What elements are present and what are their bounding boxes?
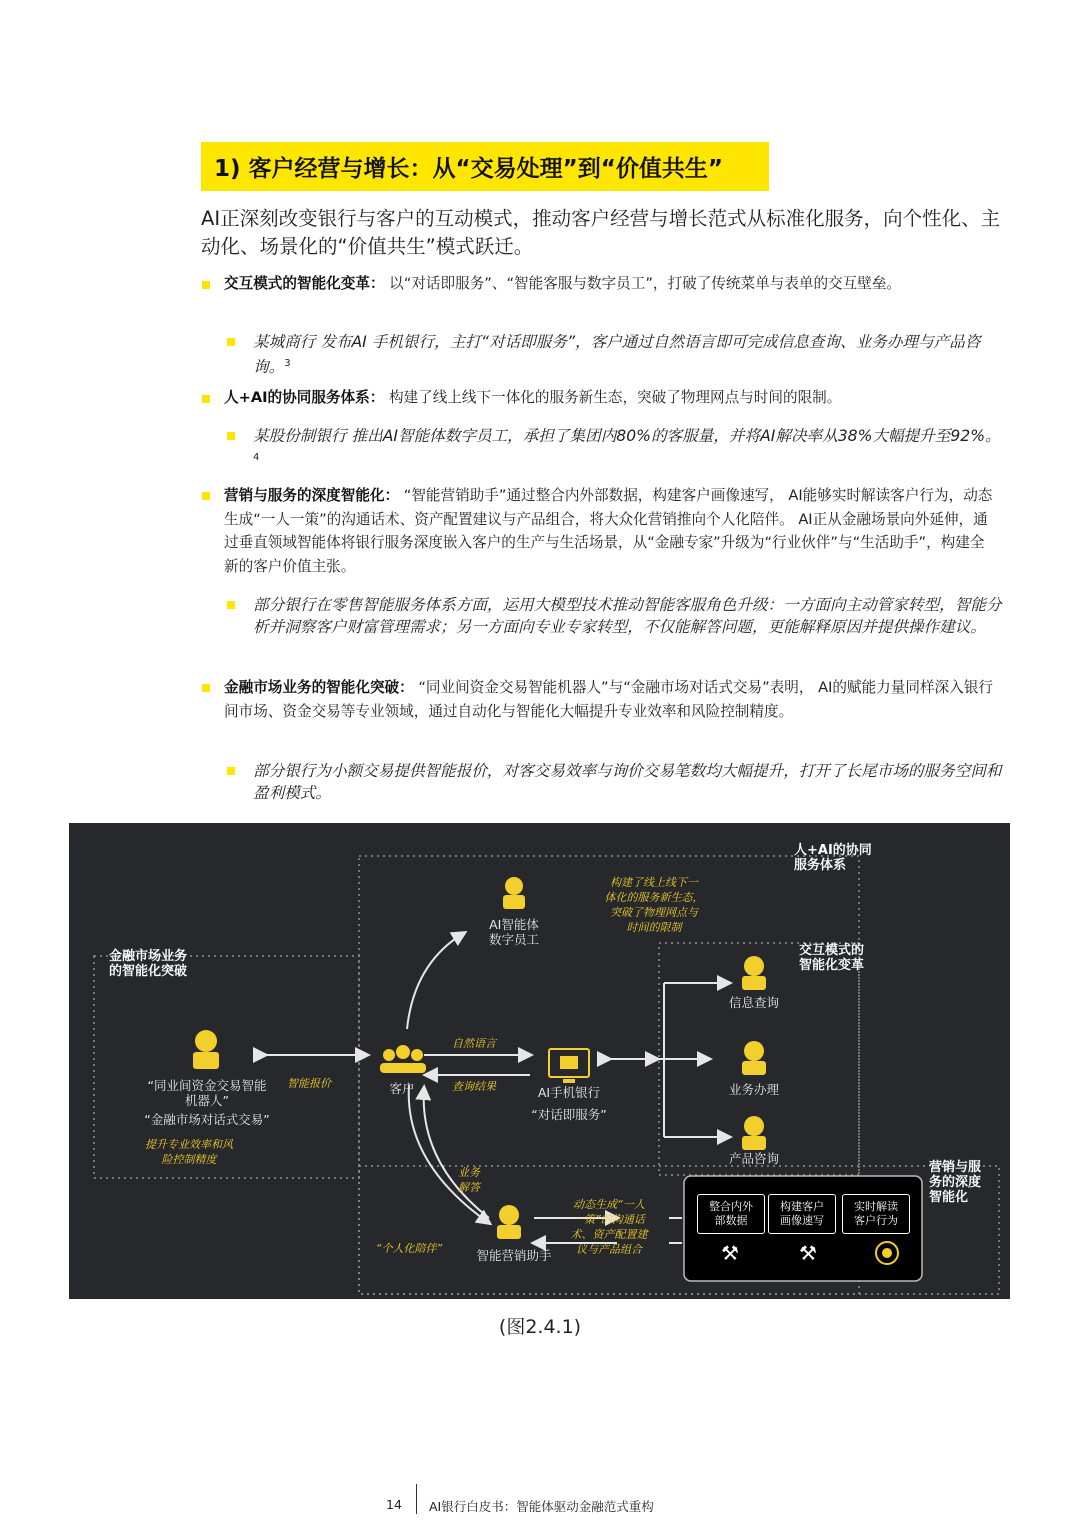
dialog-service-label: “对话即服务” [531,1107,607,1122]
bullet-lead: 人+AI的协同服务体系： [224,389,385,406]
person-icon-info [742,956,766,990]
improve-note: 提升专业效率和风 险控制精度 [145,1138,233,1166]
chip-customer-portrait: 构建客户 画像速写 [768,1194,836,1234]
info-query-label: 信息查询 [728,995,779,1010]
sub-bullet-square [227,432,235,440]
example-text: 某股份制银行 推出AI智能体数字员工，承担了集团内80%的客服量，并将AI解决率从38%大幅提升至92%。 [253,427,1001,445]
bullet-paragraph [224,272,994,296]
ai-mobile-bank-label: AI手机银行 [537,1085,601,1100]
section-collab-label: 人+AI的协同 服务体系 [794,843,872,873]
section-market-label: 金融市场业务 的智能化突破 [109,949,188,979]
footer-title: AI银行白皮书：智能体驱动金融范式重构 [429,1499,654,1514]
bullet-square [202,684,210,692]
footnote-ref: 4 [253,452,260,463]
section-marketing-label: 营销与服 务的深度 智能化 [929,1160,982,1205]
dialog-trade-label: “金融市场对话式交易” [144,1112,270,1127]
bullet-paragraph [224,484,994,578]
bullet-square [202,492,210,500]
chip-realtime-behavior: 实时解读 客户行为 [842,1194,910,1234]
smart-quote-label: 智能报价 [287,1077,331,1090]
dynamic-note: 动态生成“一人 一策”的沟通话 术、资产配置建 议与产品组合 [570,1198,648,1256]
bullet-text: “智能营销助手”通过整合内外部数据，构建客户画像速写， AI能够实时解读客户行为，动态生成“一人一策”的沟通话术、资产配置建议与产品组合，将大众化营销推向个人化陪伴。 AI正从金融场景向外延伸，通过垂直领域智能体将银行服务深度嵌入客户的生产与生活场景，从“金融专家”升级为“行业伙伴”与“生活助手”，构建全新的客户价值主张。 [224,487,993,575]
person-icon-digital-employee [503,877,525,909]
digital-employee-label: AI智能体 数字员工 [488,917,539,947]
bullet-square [202,395,210,403]
example-paragraph [253,331,1003,378]
example-paragraph [253,760,1003,804]
hammer-icon: ⚒ [799,1241,817,1265]
figure-caption: (图2.4.1) [498,1316,582,1338]
footer-divider [416,1484,417,1514]
business-label: 业务办理 [728,1082,779,1097]
bullet-paragraph [224,676,994,723]
bullet-square [202,281,210,289]
section-interact-label: 交互模式的 智能化变革 [799,943,865,973]
personal-label: “个人化陪伴” [375,1242,443,1255]
customer-label: 客户 [389,1081,415,1096]
heading-text: 1) 客户经营与增长：从“交易处理”到“价值共生” [214,156,723,182]
collab-note: 构建了线上线下一 体化的服务新生态， 突破了物理网点与 时间的限制 [604,876,704,934]
customer-group-icon [380,1045,426,1073]
bullet-text: 以“对话即服务”、“智能客服与数字员工”，打破了传统菜单与表单的交互壁垒。 [384,275,902,292]
sub-bullet-square [227,338,235,346]
monitor-icon [549,1049,589,1083]
robot-label: “同业间资金交易智能 机器人” [147,1078,267,1108]
person-icon-robot [193,1030,219,1069]
diagram-panel [69,823,1010,1299]
sub-bullet-square [227,601,235,609]
bullet-lead: 营销与服务的深度智能化： [224,487,400,504]
biz-answer-label: 业务 解答 [458,1166,480,1194]
product-consult-label: 产品咨询 [728,1151,779,1166]
person-icon-product [742,1116,766,1150]
intro-paragraph: AI正深刻改变银行与客户的互动模式，推动客户经营与增长范式从标准化服务，向个性化、主动化、场景化的“价值共生”模式跃迁。 [201,207,1001,258]
footnote-ref: 3 [284,358,291,369]
person-icon-business [742,1041,766,1075]
sub-bullet-square [227,767,235,775]
page-number: 14 [386,1497,402,1512]
bullet-text: 构建了线上线下一体化的服务新生态，突破了物理网点与时间的限制。 [384,389,842,406]
marketing-assistant-label: 智能营销助手 [476,1248,552,1263]
bullet-paragraph [224,386,994,410]
example-text: 部分银行为小额交易提供智能报价，对客交易效率与询价交易笔数均大幅提升，打开了长尾市场的服务空间和盈利模式。 [253,762,1002,802]
section-heading [201,142,769,191]
example-paragraph [253,425,1003,472]
chip-integrate-data: 整合内外 部数据 [697,1194,765,1234]
person-icon-marketing [497,1205,521,1239]
bullet-lead: 交互模式的智能化变革： [224,275,385,292]
example-text: 某城商行 发布AI 手机银行，主打“对话即服务”，客户通过自然语言即可完成信息查询、业务办理与产品咨询。 [253,333,981,377]
query-result-label: 查询结果 [452,1080,496,1093]
bullet-text: “同业间资金交易智能机器人”与“金融市场对话式交易”表明， AI的赋能力量同样深入银行间市场、资金交易等专业领域，通过自动化与智能化大幅提升专业效率和风险控制精度。 [224,679,993,720]
natural-language-label: 自然语言 [452,1037,496,1050]
example-text: 部分银行在零售智能服务体系方面，运用大模型技术推动智能客服角色升级：一方面向主动管家转型，智能分析并洞察客户财富管理需求；另一方面向专业专家转型，不仅能解答问题，更能解释原因并提供操作建议。 [253,596,1002,636]
example-paragraph [253,594,1003,638]
hammer-icon: ⚒ [721,1241,739,1265]
bullet-lead: 金融市场业务的智能化突破： [224,679,414,696]
